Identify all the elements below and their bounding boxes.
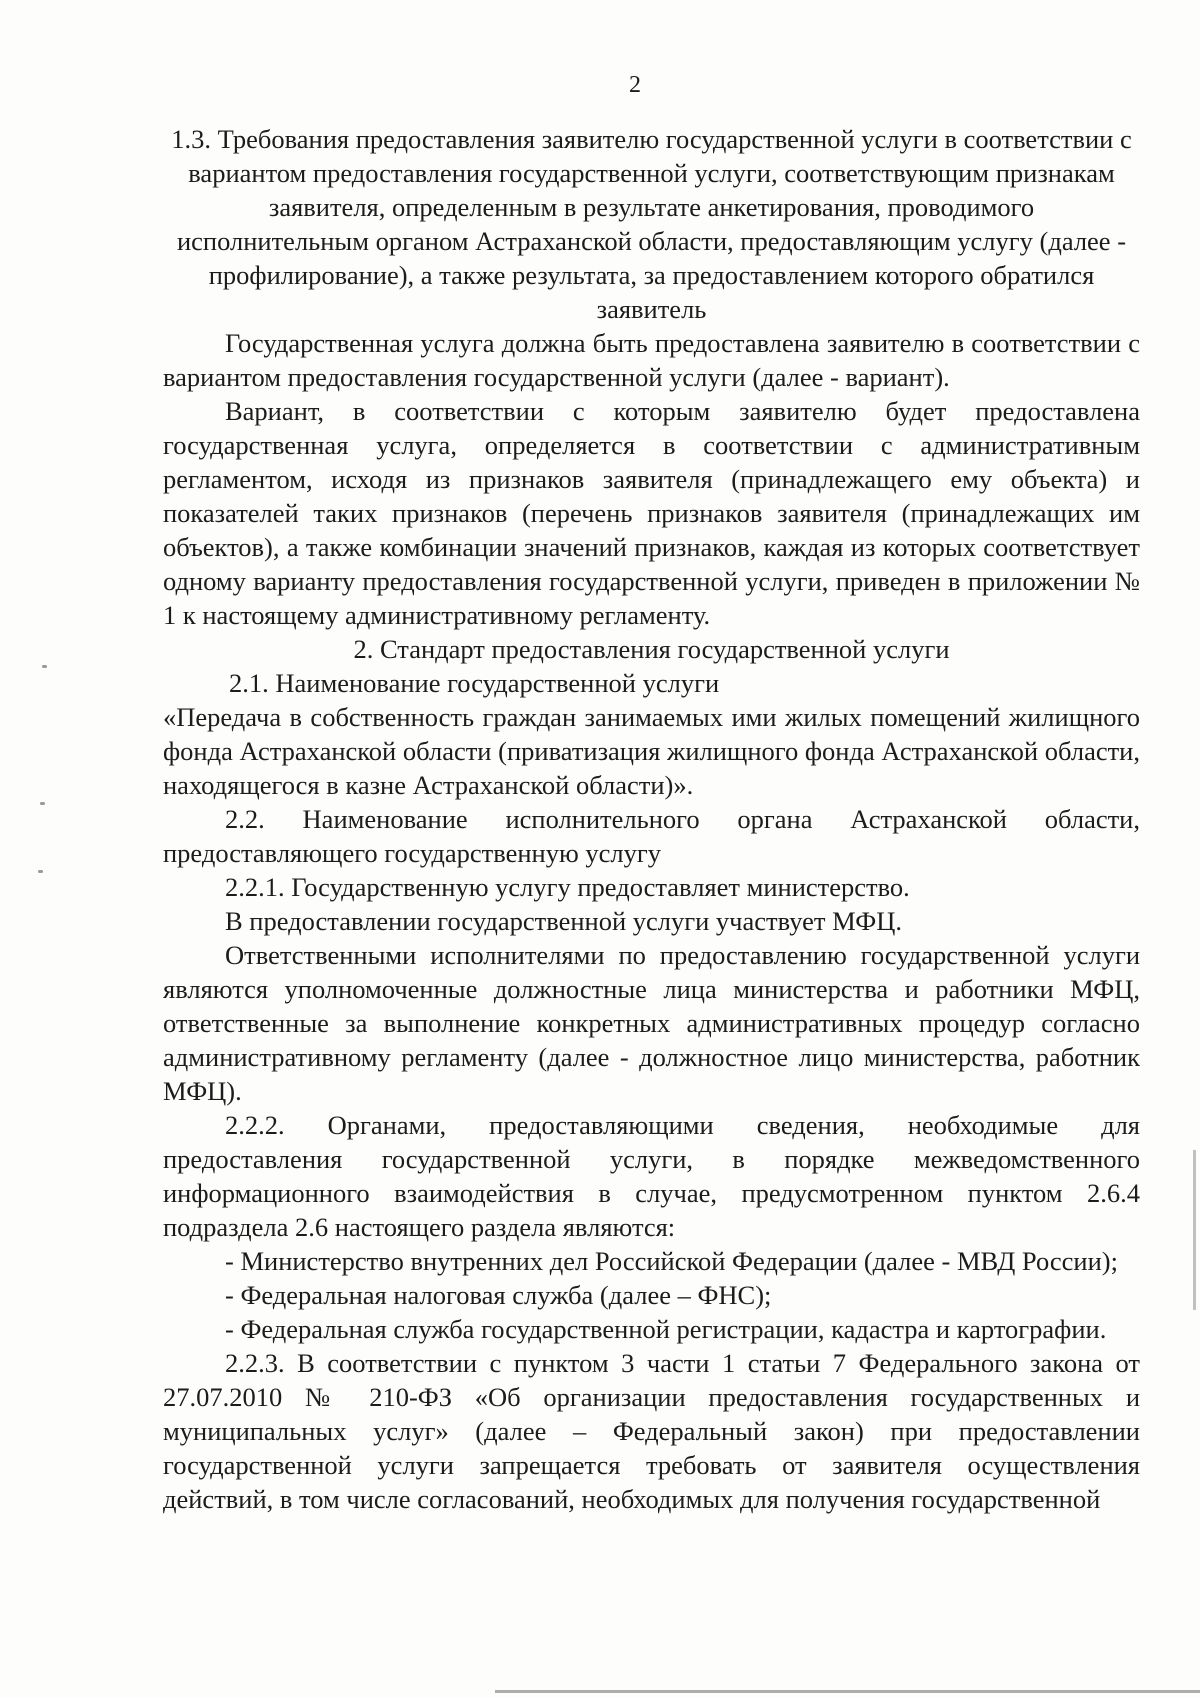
scan-edge-bottom [495, 1690, 1200, 1693]
paragraph-variant-intro: Государственная услуга должна быть предоставлена заявителю в соответствии с вариантом предоставления государственной услуги (далее - вариант). [163, 328, 1140, 392]
scan-artifact [38, 870, 43, 873]
service-name: «Передача в собственность граждан занимаемых ими жилых помещений жилищного фонда Астраханской области (приватизация жилищного фонда Астраханской области, находящегося в казне Астраханской области)». [163, 702, 1140, 800]
paragraph-responsible: Ответственными исполнителями по предоставлению государственной услуги являются уполномоченные должностные лица министерства и работники МФЦ, ответственные за выполнение конкретных административных процедур согласно административному регламенту (далее - должностное лицо министерства, работник МФЦ). [163, 940, 1140, 1106]
section-2-title: 2. Стандарт предоставления государственной услуги [353, 634, 950, 664]
heading-1-3: 1.3. Требования предоставления заявителю государственной услуги в соответствии с вариантом предоставления государственной услуги, соответствующим признакам заявителя, определенным в результате анкетирования, проводимого исполнительным органом Астраханской области, предоставляющим услугу (далее - профилирование), а также результата, за предоставлением которого обратился заявитель [171, 124, 1132, 324]
heading-2-2: 2.2. Наименование исполнительного органа Астраханской области, предоставляющего государственную услугу [163, 804, 1140, 868]
scan-edge-right [1193, 1150, 1196, 1310]
paragraph-2-2-3: 2.2.3. В соответствии с пунктом 3 части 1 статьи 7 Федерального закона от 27.07.2010 № 210-ФЗ «Об организации предоставления государственных и муниципальных услуг» (далее – Федеральный закон) при предоставлении государственной услуги запрещается требовать от заявителя осуществления действий, в том числе согласований, необходимых для получения государственной [163, 1348, 1140, 1514]
scan-artifact [40, 802, 45, 805]
scan-artifact [42, 665, 47, 668]
paragraph-variant-definition: Вариант, в соответствии с которым заявителю будет предоставлена государственная услуга, определяется в соответствии с административным регламентом, исходя из признаков заявителя (принадлежащего ему объекта) и показателей таких признаков (перечень признаков заявителя (принадлежащих им объектов), а также комбинации значений признаков, каждая из которых соответствует одному варианту предоставления государственной услуги, приведен в приложении № 1 к настоящему административному регламенту. [163, 396, 1140, 630]
agency-item: - Федеральная служба государственной регистрации, кадастра и картографии. [225, 1314, 1107, 1344]
page-number: 2 [629, 72, 641, 98]
agency-item: - Федеральная налоговая служба (далее – ФНС); [225, 1280, 772, 1310]
agency-item: - Министерство внутренних дел Российской Федерации (далее - МВД России); [225, 1246, 1118, 1276]
heading-2-1: 2.1. Наименование государственной услуги [229, 668, 720, 698]
paragraph-2-2-2: 2.2.2. Органами, предоставляющими сведения, необходимые для предоставления государственной услуги, в порядке межведомственного информационного взаимодействия в случае, предусмотренном пунктом 2.6.4 подраздела 2.6 настоящего раздела являются: [163, 1110, 1140, 1242]
document-body [163, 122, 1140, 1516]
paragraph-2-2-1: 2.2.1. Государственную услугу предоставляет министерство. [225, 872, 910, 902]
paragraph-mfc: В предоставлении государственной услуги участвует МФЦ. [225, 906, 903, 936]
